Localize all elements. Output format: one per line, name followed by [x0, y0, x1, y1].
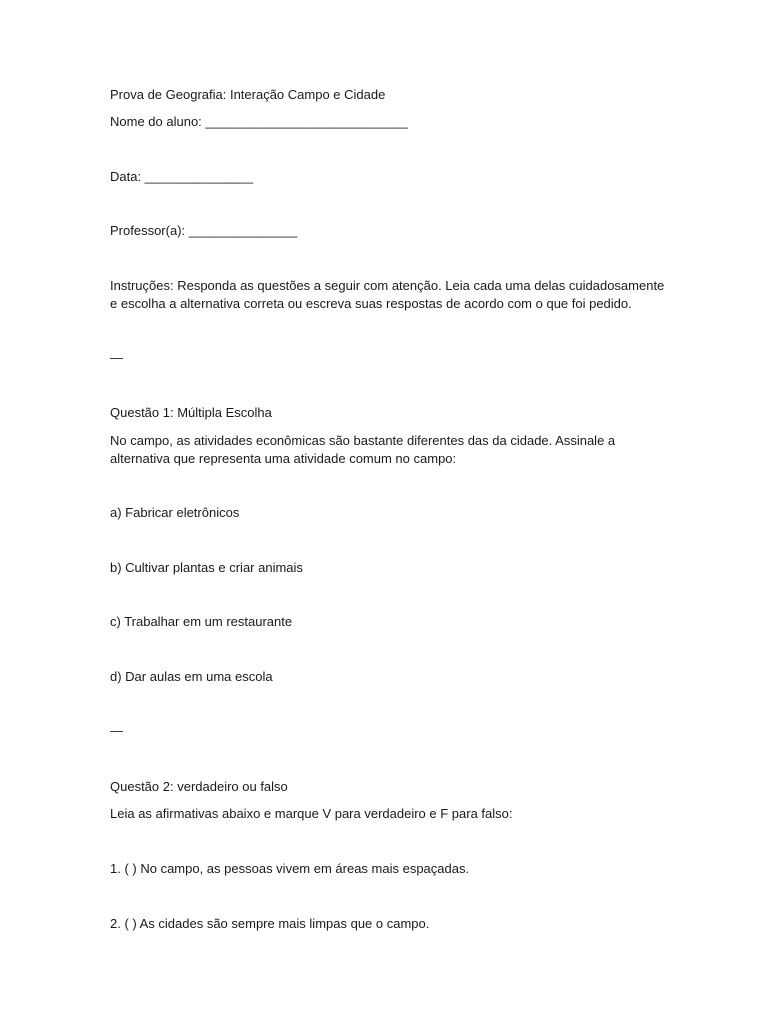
- instructions-line-2: e escolha a alternativa correta ou escreva suas respostas de acordo com o que foi pedido.: [110, 296, 632, 311]
- section-separator: —: [110, 723, 123, 738]
- question-2-statement-1: 1. ( ) No campo, as pessoas vivem em áreas mais espaçadas.: [110, 861, 470, 876]
- question-1-option-c: c) Trabalhar em um restaurante: [110, 614, 293, 629]
- question-1-heading: Questão 1: Múltipla Escolha: [110, 405, 272, 420]
- question-1-prompt-line-1: No campo, as atividades econômicas são bastante diferentes das da cidade. Assinale a: [110, 433, 616, 448]
- date-field: Data: _______________: [110, 169, 254, 184]
- student-name-field: Nome do aluno: ____________________________: [110, 114, 408, 129]
- question-1-prompt-line-2: alternativa que representa uma atividade comum no campo:: [110, 451, 457, 466]
- question-1-option-d: d) Dar aulas em uma escola: [110, 669, 273, 684]
- question-2-prompt: Leia as afirmativas abaixo e marque V para verdadeiro e F para falso:: [110, 806, 513, 821]
- question-2-heading: Questão 2: verdadeiro ou falso: [110, 779, 288, 794]
- instructions-line-1: Instruções: Responda as questões a seguir com atenção. Leia cada uma delas cuidadosamente: [110, 278, 665, 293]
- teacher-field: Professor(a): _______________: [110, 223, 298, 238]
- section-separator: —: [110, 350, 123, 365]
- document-title: Prova de Geografia: Interação Campo e Cidade: [110, 87, 386, 102]
- question-1-option-a: a) Fabricar eletrônicos: [110, 505, 240, 520]
- question-2-statement-2: 2. ( ) As cidades são sempre mais limpas que o campo.: [110, 916, 430, 931]
- question-1-option-b: b) Cultivar plantas e criar animais: [110, 560, 303, 575]
